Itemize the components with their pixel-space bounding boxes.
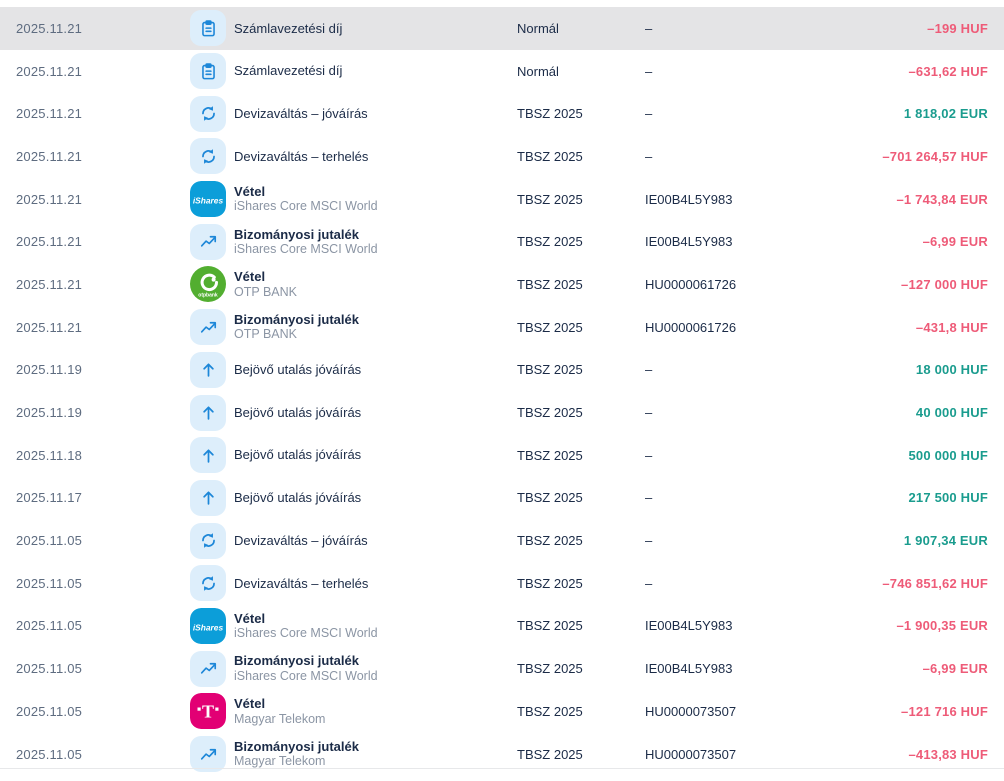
transaction-type xyxy=(230,653,517,684)
transaction-instrument: iShares Core MSCI World xyxy=(234,668,378,683)
account-type: TBSZ 2025 xyxy=(517,319,583,335)
transaction-amount: 18 000 HUF xyxy=(915,362,988,378)
transaction-amount: –631,62 HUF xyxy=(908,63,988,79)
transaction-date: 2025.11.21 xyxy=(16,63,83,79)
currency-exchange-icon xyxy=(190,565,226,601)
transaction-instrument: iShares Core MSCI World xyxy=(234,242,378,257)
transaction-row[interactable] xyxy=(0,647,1004,690)
account-type: TBSZ 2025 xyxy=(517,533,583,549)
clipboard-icon xyxy=(190,53,226,89)
transaction-title: Bejövő utalás jóváírás xyxy=(234,447,362,463)
transaction-amount: 500 000 HUF xyxy=(908,447,988,463)
transaction-title: Vétel xyxy=(234,183,266,199)
transaction-type xyxy=(230,576,517,592)
svg-text:iShares: iShares xyxy=(192,195,224,206)
transaction-row[interactable] xyxy=(0,605,1004,648)
transaction-date: 2025.11.05 xyxy=(16,703,83,719)
clipboard-icon xyxy=(190,10,226,46)
transaction-instrument: Magyar Telekom xyxy=(234,754,326,769)
currency-exchange-icon xyxy=(190,96,226,132)
account-type: TBSZ 2025 xyxy=(517,106,583,122)
svg-text:iShares: iShares xyxy=(192,622,224,633)
transaction-date: 2025.11.21 xyxy=(16,276,83,292)
isin-code: HU0000073507 xyxy=(645,746,737,762)
transaction-date: 2025.11.05 xyxy=(16,533,83,549)
transaction-instrument: iShares Core MSCI World xyxy=(234,199,378,214)
transaction-date: 2025.11.19 xyxy=(16,405,83,421)
transaction-amount: –431,8 HUF xyxy=(915,319,988,335)
isin-code: IE00B4L5Y983 xyxy=(645,191,733,207)
transaction-amount: –127 000 HUF xyxy=(901,276,988,292)
transaction-row[interactable] xyxy=(0,690,1004,733)
transaction-row[interactable] xyxy=(0,7,1004,50)
account-type: TBSZ 2025 xyxy=(517,405,583,421)
transaction-type xyxy=(230,184,517,215)
transaction-amount: 1 818,02 EUR xyxy=(903,106,988,122)
account-type: TBSZ 2025 xyxy=(517,618,583,634)
isin-code: – xyxy=(645,490,653,506)
transaction-row[interactable] xyxy=(0,562,1004,605)
currency-exchange-icon xyxy=(190,523,226,559)
transaction-date: 2025.11.05 xyxy=(16,618,83,634)
isin-code: – xyxy=(645,533,653,549)
transaction-title: Bizományosi jutalék xyxy=(234,738,359,754)
transaction-type xyxy=(230,63,517,79)
isin-code: HU0000061726 xyxy=(645,319,737,335)
transaction-row[interactable] xyxy=(0,92,1004,135)
transaction-row[interactable] xyxy=(0,220,1004,263)
transaction-type xyxy=(230,533,517,549)
transaction-instrument: OTP BANK xyxy=(234,327,297,342)
incoming-transfer-icon xyxy=(190,437,226,473)
transaction-amount: –6,99 EUR xyxy=(922,234,988,250)
isin-code: IE00B4L5Y983 xyxy=(645,661,733,677)
otp-bank-logo xyxy=(190,266,226,302)
transaction-amount: –199 HUF xyxy=(927,20,988,36)
isin-code: – xyxy=(645,20,653,36)
transaction-type xyxy=(230,312,517,343)
transaction-title: Devizaváltás – jóváírás xyxy=(234,532,368,548)
transaction-amount: –6,99 EUR xyxy=(922,661,988,677)
account-type: TBSZ 2025 xyxy=(517,148,583,164)
transaction-title: Vétel xyxy=(234,269,266,285)
currency-exchange-icon xyxy=(190,138,226,174)
svg-text:T: T xyxy=(201,701,215,722)
transaction-row[interactable] xyxy=(0,519,1004,562)
ishares-logo xyxy=(190,608,226,644)
chart-commission-icon xyxy=(190,309,226,345)
transaction-date: 2025.11.21 xyxy=(16,20,83,36)
account-type: TBSZ 2025 xyxy=(517,746,583,762)
transaction-amount: –1 743,84 EUR xyxy=(896,191,988,207)
transaction-row[interactable] xyxy=(0,306,1004,349)
isin-code: – xyxy=(645,362,653,378)
transaction-amount: 1 907,34 EUR xyxy=(903,533,988,549)
incoming-transfer-icon xyxy=(190,395,226,431)
transaction-title: Bejövő utalás jóváírás xyxy=(234,490,362,506)
transaction-type xyxy=(230,227,517,258)
chart-commission-icon xyxy=(190,736,226,772)
transaction-type xyxy=(230,149,517,165)
transaction-title: Bizományosi jutalék xyxy=(234,653,359,669)
account-type: TBSZ 2025 xyxy=(517,575,583,591)
account-type: TBSZ 2025 xyxy=(517,362,583,378)
transaction-title: Devizaváltás – terhelés xyxy=(234,148,369,164)
transaction-row[interactable] xyxy=(0,434,1004,477)
transaction-amount: 40 000 HUF xyxy=(915,405,988,421)
transaction-amount: –701 264,57 HUF xyxy=(882,148,988,164)
isin-code: HU0000061726 xyxy=(645,276,737,292)
account-type: TBSZ 2025 xyxy=(517,276,583,292)
transaction-title: Devizaváltás – jóváírás xyxy=(234,105,368,121)
account-type: TBSZ 2025 xyxy=(517,490,583,506)
transaction-instrument: OTP BANK xyxy=(234,284,297,299)
transaction-date: 2025.11.19 xyxy=(16,362,83,378)
transaction-title: Vétel xyxy=(234,610,266,626)
transaction-title: Bejövő utalás jóváírás xyxy=(234,362,362,378)
transaction-type xyxy=(230,21,517,37)
isin-code: – xyxy=(645,447,653,463)
chart-commission-icon xyxy=(190,651,226,687)
transaction-date: 2025.11.05 xyxy=(16,746,83,762)
transaction-date: 2025.11.05 xyxy=(16,575,83,591)
transaction-date: 2025.11.21 xyxy=(16,234,83,250)
transaction-amount: 217 500 HUF xyxy=(908,490,988,506)
transaction-type xyxy=(230,269,517,300)
transaction-title: Számlavezetési díj xyxy=(234,20,343,36)
transaction-instrument: iShares Core MSCI World xyxy=(234,626,378,641)
transaction-date: 2025.11.18 xyxy=(16,447,83,463)
transaction-row[interactable] xyxy=(0,135,1004,178)
account-type: Normál xyxy=(517,20,559,36)
account-type: Normál xyxy=(517,63,559,79)
isin-code: – xyxy=(645,148,653,164)
transaction-date: 2025.11.21 xyxy=(16,319,83,335)
account-type: TBSZ 2025 xyxy=(517,234,583,250)
transaction-type xyxy=(230,447,517,463)
svg-text:otpbank: otpbank xyxy=(198,292,218,299)
isin-code: IE00B4L5Y983 xyxy=(645,618,733,634)
account-type: TBSZ 2025 xyxy=(517,191,583,207)
transaction-amount: –746 851,62 HUF xyxy=(882,575,988,591)
transaction-row[interactable] xyxy=(0,50,1004,93)
transaction-type xyxy=(230,405,517,421)
transaction-type xyxy=(230,696,517,727)
transaction-amount: –413,83 HUF xyxy=(908,746,988,762)
isin-code: – xyxy=(645,63,653,79)
transaction-date: 2025.11.05 xyxy=(16,661,83,677)
transaction-date: 2025.11.21 xyxy=(16,148,83,164)
transaction-date: 2025.11.17 xyxy=(16,490,83,506)
transaction-type xyxy=(230,106,517,122)
list-bottom-divider xyxy=(0,768,1004,769)
transaction-title: Számlavezetési díj xyxy=(234,63,343,79)
incoming-transfer-icon xyxy=(190,352,226,388)
transaction-row[interactable] xyxy=(0,349,1004,392)
transaction-row[interactable] xyxy=(0,391,1004,434)
transaction-instrument: Magyar Telekom xyxy=(234,711,326,726)
isin-code: – xyxy=(645,106,653,122)
isin-code: – xyxy=(645,575,653,591)
isin-code: IE00B4L5Y983 xyxy=(645,234,733,250)
transaction-type xyxy=(230,362,517,378)
chart-commission-icon xyxy=(190,224,226,260)
account-type: TBSZ 2025 xyxy=(517,661,583,677)
transaction-title: Bizományosi jutalék xyxy=(234,226,359,242)
transaction-amount: –121 716 HUF xyxy=(901,703,988,719)
isin-code: HU0000073507 xyxy=(645,703,737,719)
account-type: TBSZ 2025 xyxy=(517,703,583,719)
transaction-type xyxy=(230,490,517,506)
telekom-logo xyxy=(190,693,226,729)
transaction-row[interactable] xyxy=(0,263,1004,306)
transaction-date: 2025.11.21 xyxy=(16,106,83,122)
transaction-title: Devizaváltás – terhelés xyxy=(234,575,369,591)
transaction-amount: –1 900,35 EUR xyxy=(896,618,988,634)
incoming-transfer-icon xyxy=(190,480,226,516)
transaction-row[interactable] xyxy=(0,477,1004,520)
transaction-date: 2025.11.21 xyxy=(16,191,83,207)
transaction-title: Bejövő utalás jóváírás xyxy=(234,404,362,420)
account-type: TBSZ 2025 xyxy=(517,447,583,463)
ishares-logo xyxy=(190,181,226,217)
transaction-list xyxy=(0,7,1004,775)
transaction-type xyxy=(230,739,517,770)
transaction-title: Bizományosi jutalék xyxy=(234,311,359,327)
transaction-type xyxy=(230,611,517,642)
transaction-row[interactable] xyxy=(0,178,1004,221)
isin-code: – xyxy=(645,405,653,421)
transaction-title: Vétel xyxy=(234,696,266,712)
